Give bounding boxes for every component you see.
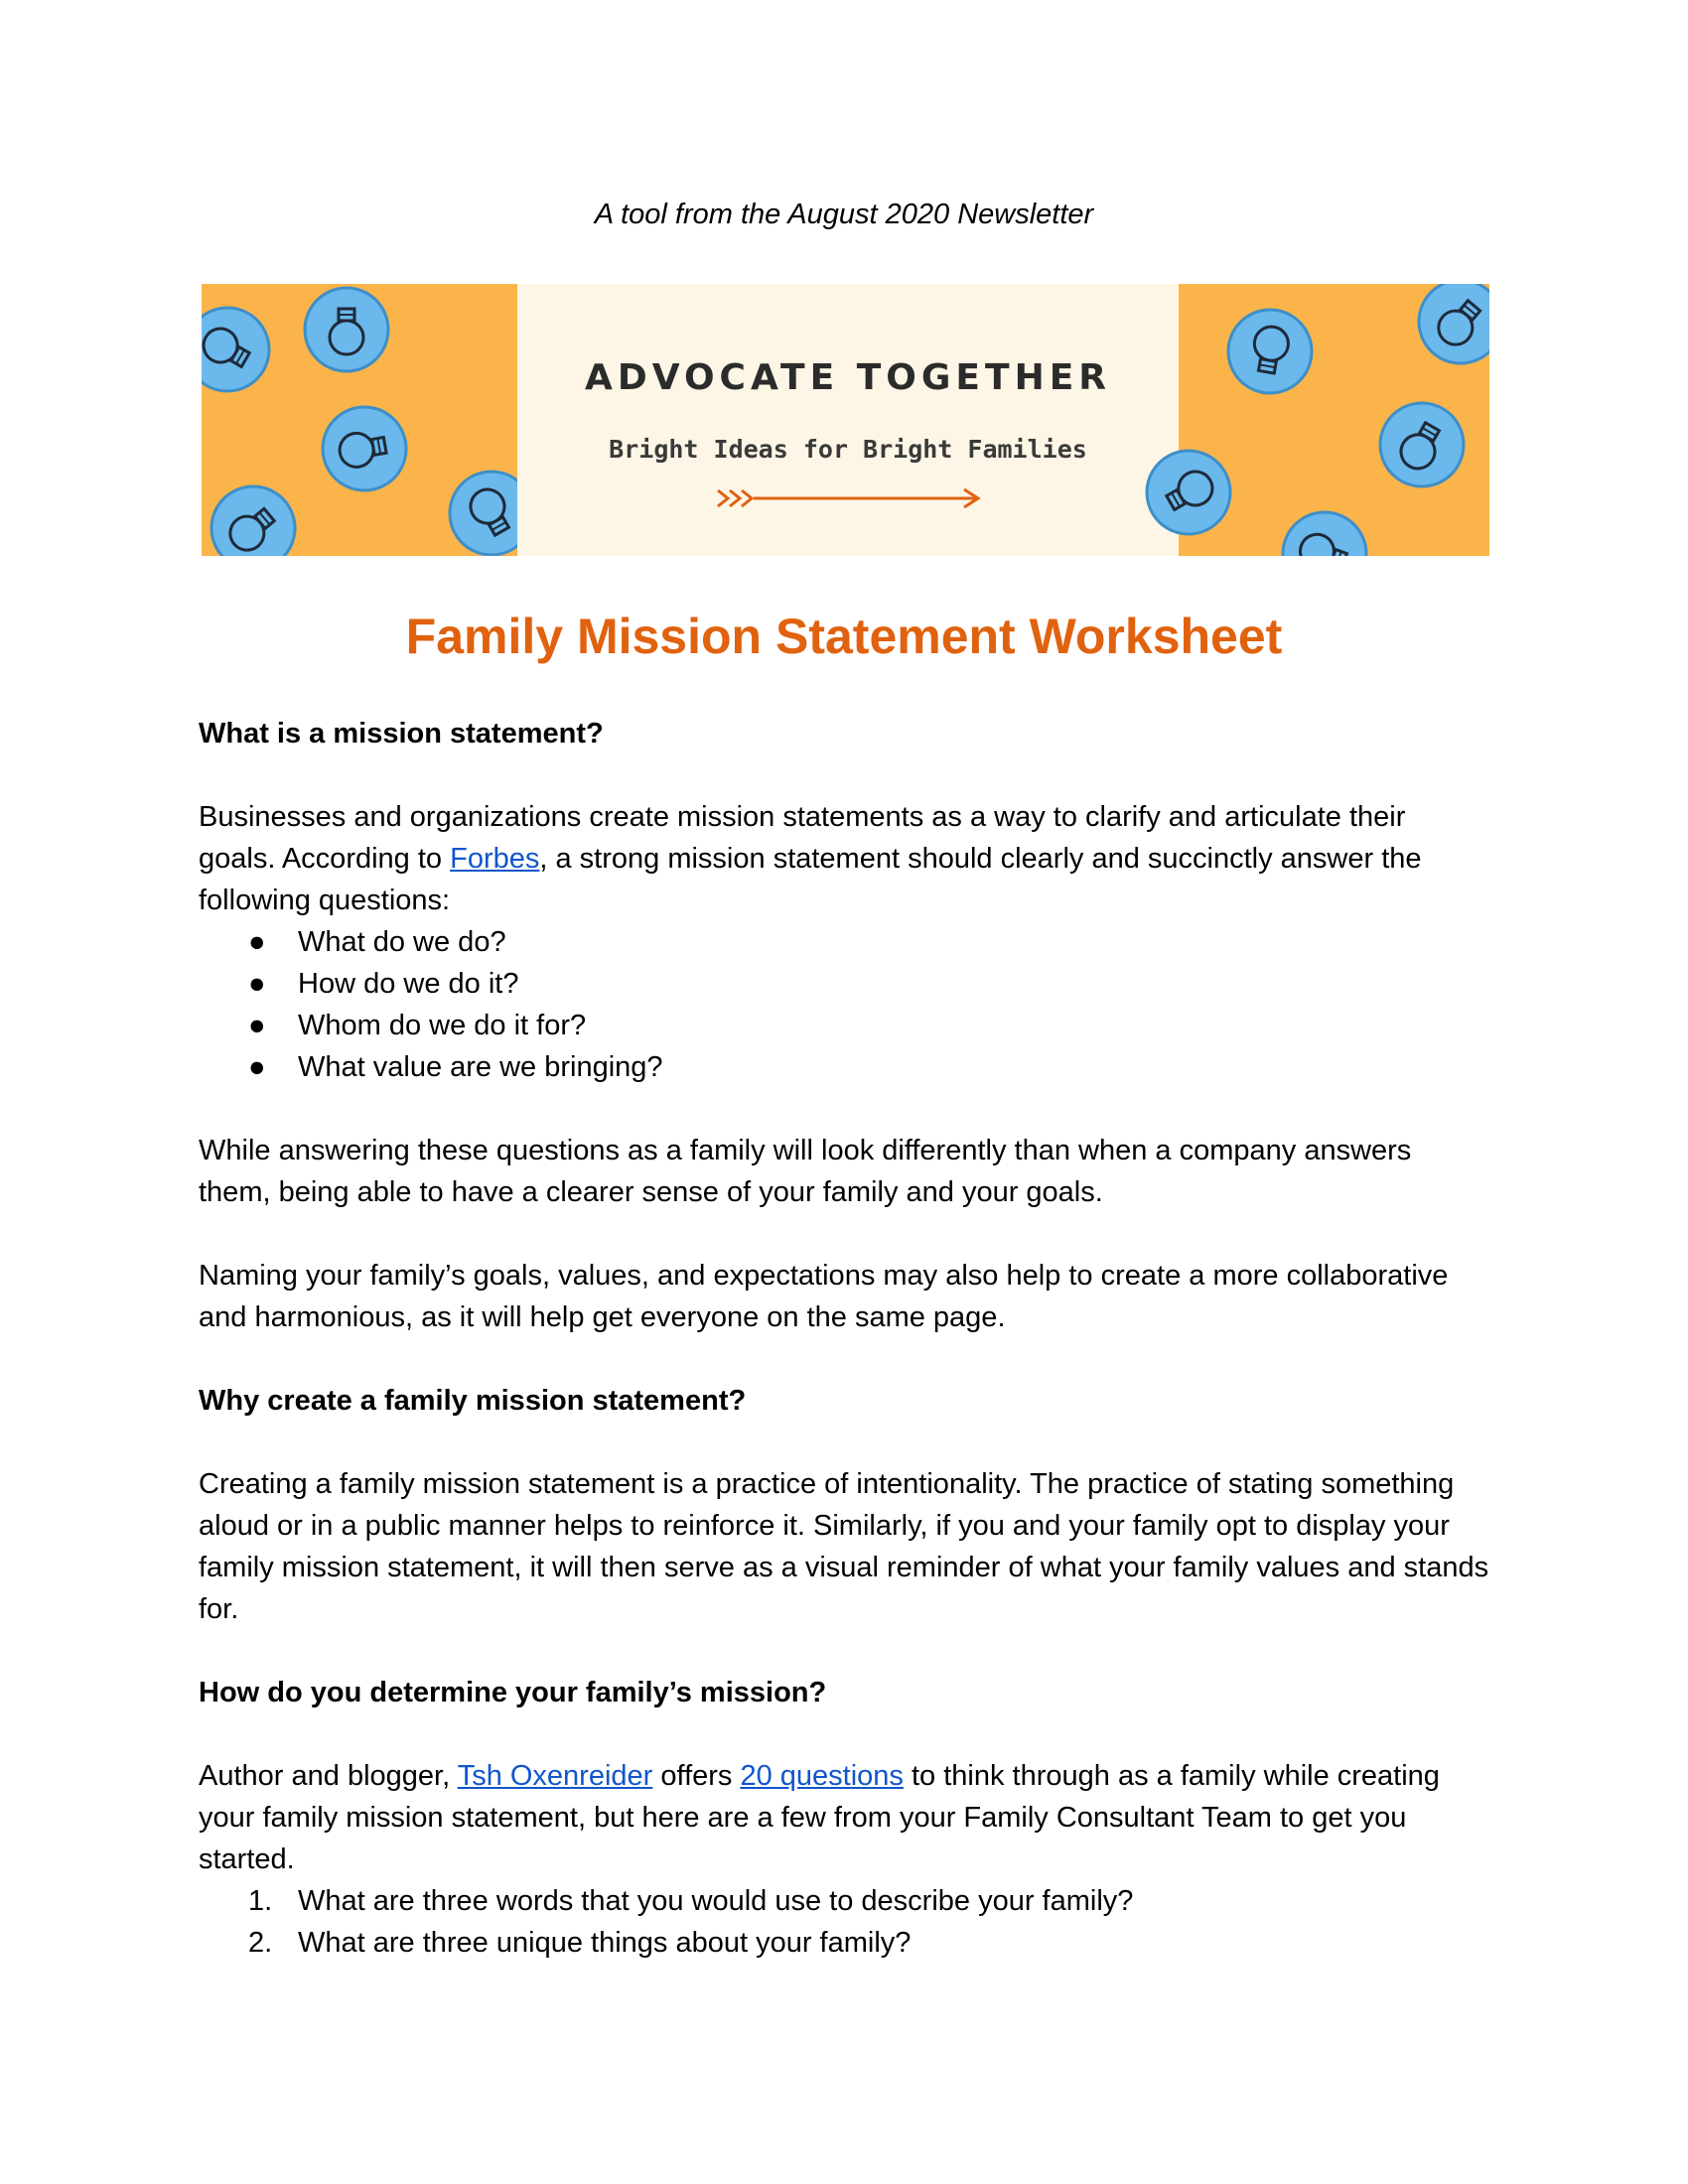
paragraph-naming-goals: Naming your family’s goals, values, and expectations may also help to create a more collaborative and harmonious, as it will help get everyone on the same page. (199, 1260, 1449, 1333)
tsh-oxenreider-link[interactable]: Tsh Oxenreider (457, 1760, 653, 1792)
list-item-text: Whom do we do it for? (298, 1010, 587, 1041)
list-item-text: What are three unique things about your family? (298, 1927, 912, 1959)
list-item (199, 921, 1489, 963)
list-item-text: How do we do it? (298, 968, 519, 1000)
list-item (199, 1922, 1489, 1964)
list-item (199, 963, 1489, 1005)
section-heading-how: How do you determine your family’s mission? (199, 1677, 827, 1708)
list-item (199, 1005, 1489, 1046)
lightbulb-icon (202, 304, 273, 395)
lightbulb-icon (1376, 399, 1468, 490)
advocate-together-banner (202, 284, 1489, 556)
worksheet-body (199, 713, 1489, 1964)
paragraph-author-questions (199, 1755, 1489, 1880)
questions-bullet-list (199, 921, 1489, 1088)
bullet-icon: ● (248, 968, 266, 1000)
list-item-text: What are three words that you would use to describe your family? (298, 1885, 1134, 1917)
bullet-icon: ● (248, 1010, 266, 1041)
list-item (199, 1046, 1489, 1088)
lightbulb-icon (301, 284, 392, 375)
paragraph-text: to think through as a family while creating your family mission statement, but here are a few from your Family Consultant Team to get you started. (199, 1760, 1440, 1875)
section-heading-why: Why create a family mission statement? (199, 1385, 747, 1417)
banner-center-panel (517, 284, 1179, 556)
paragraph-text: Author and blogger, (199, 1760, 458, 1792)
lightbulb-icon (1143, 447, 1234, 538)
banner-subtitle: Bright Ideas for Bright Families (609, 435, 1087, 464)
forbes-link[interactable]: Forbes (450, 843, 540, 875)
bullet-icon: ● (248, 1051, 266, 1083)
section-heading-what: What is a mission statement? (199, 718, 604, 750)
list-item (199, 1880, 1489, 1922)
newsletter-tagline: A tool from the August 2020 Newsletter (594, 199, 1094, 230)
list-number: 1. (248, 1885, 273, 1917)
bullet-icon: ● (248, 926, 266, 958)
lightbulb-icon (1279, 508, 1370, 556)
paragraph-text: offers (652, 1760, 741, 1792)
paragraph-text: Businesses and organizations create mission statements as a way to clarify and articulate their goals. According to (199, 801, 1406, 875)
questions-numbered-list (199, 1880, 1489, 1964)
list-item-text: What value are we bringing? (298, 1051, 663, 1083)
lightbulb-icon (1224, 306, 1316, 397)
arrow-right-icon (716, 486, 984, 510)
worksheet-title: Family Mission Statement Worksheet (405, 609, 1283, 664)
lightbulb-icon (319, 403, 410, 494)
list-number: 2. (248, 1927, 273, 1959)
lightbulb-icon (208, 482, 299, 556)
banner-title: ADVOCATE TOGETHER (584, 357, 1112, 398)
paragraph-family-answers: While answering these questions as a family will look differently than when a company answers them, being able to have a clearer sense of your family and your goals. (199, 1135, 1412, 1208)
list-item-text: What do we do? (298, 926, 506, 958)
twenty-questions-link[interactable]: 20 questions (740, 1760, 904, 1792)
paragraph-intentionality: Creating a family mission statement is a practice of intentionality. The practice of stating something aloud or in a public manner helps to reinforce it. Similarly, if you and your family opt to display your family mission statement, it will then serve as a visual reminder of what your family values and stands for. (199, 1468, 1489, 1625)
paragraph-mission-intro (199, 796, 1489, 921)
lightbulb-icon (1415, 284, 1489, 367)
paragraph-text: , a strong mission statement should clearly and succinctly answer the following questions: (199, 843, 1422, 916)
